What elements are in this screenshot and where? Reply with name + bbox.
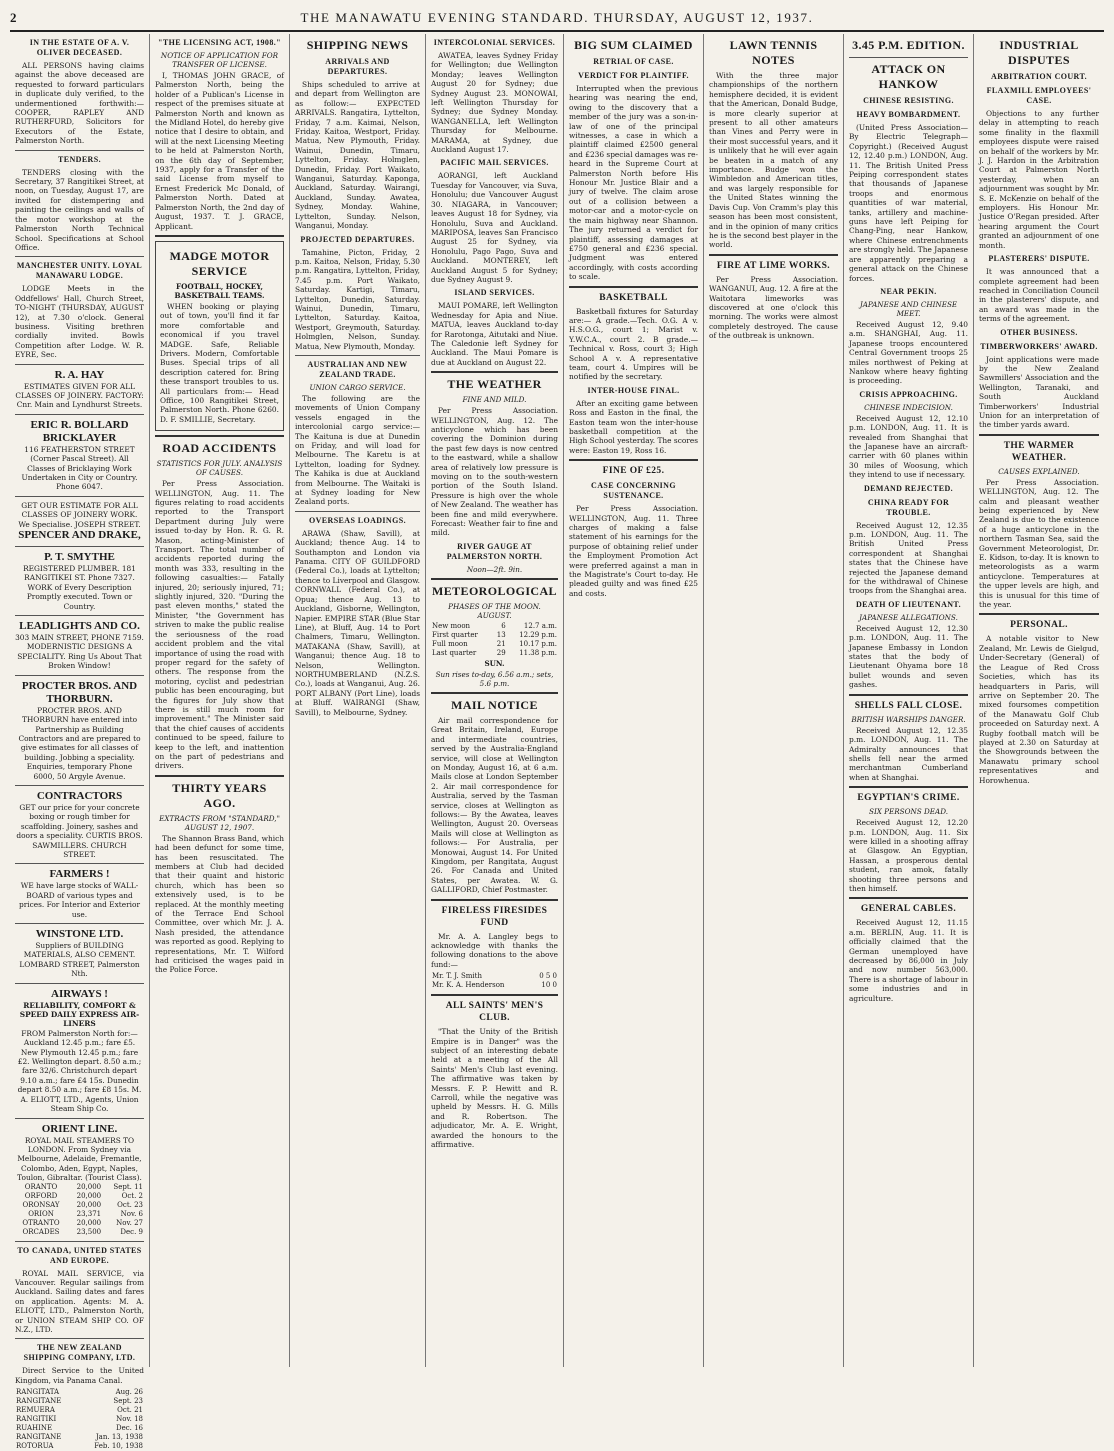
weather-heading: THE WEATHER — [447, 377, 542, 392]
masthead — [10, 6, 1104, 32]
spencer-name: SPENCER AND DRAKE, — [18, 529, 141, 542]
sun-times: Sun rises to-day, 6.56 a.m.; sets, 5.6 p.m. — [435, 669, 554, 688]
table-row — [15, 1397, 144, 1406]
basketball-article: Basketball fixtures for Saturday are:— A grade.—Tech. O.G. A v. H.S.O.G., court 1; Marist v. Y.W.C.A., court 2. B grade.—Technical v. Ross, court 3; High School A v. A representative team, court 4. Umpires will be notified by the secretary. — [569, 306, 698, 382]
table-row — [431, 972, 558, 981]
egyptian-article: Received August 12, 12.20 p.m. LONDON, Aug. 11. Six were killed in a shooting affray at Glasgow. An Egyptian, Hassan, a prosperous dental student, ran amok, fatally shooting three persons and then himself. — [849, 818, 968, 893]
column-3 — [290, 34, 426, 1367]
table-row — [15, 1406, 144, 1415]
column-7 — [844, 34, 974, 1367]
procter-text: PROCTER BROS. AND THORBURN have entered into Partnership as Building Contractors and are prepared to give estimates for all classes of building. Jobbing a speciality. Enquiries, temporary Phone 6000, 50 Argyle Avenue. — [18, 705, 141, 781]
winstone-name: WINSTONE LTD. — [35, 928, 124, 940]
table-cell: Last quarter — [432, 648, 477, 657]
shells-heading: SHELLS FALL CLOSE. — [854, 700, 963, 711]
warmer-weather-sub: CAUSES EXPLAINED. — [998, 466, 1080, 476]
hankow-heading: ATTACK ON HANKOW — [871, 62, 946, 91]
table-row — [15, 1433, 144, 1442]
road-accidents-heading: ROAD ACCIDENTS — [162, 441, 277, 456]
fine-heading: FINE OF £25. — [602, 466, 665, 477]
saints-article: "That the Unity of the British Empire is in Danger" was the subject of an interesting debate held at a meeting of the All Saints' Men's Club last evening. The affirmative was taken by Messrs. F. P. Hewitt and R. Carroll, while the negative was upheld by Messrs. H. G. Mills and R. Robertson. The adjudicator, Mr. A. E. Wright, awarded the honours to the affirmative. — [431, 1027, 558, 1150]
tennis-heading: LAWN TENNIS NOTES — [729, 38, 818, 67]
table-cell: First quarter — [432, 630, 478, 639]
road-accidents-article: Per Press Association. WELLINGTON, Aug. 11. The figures relating to road accidents reported to the Transport Department during July were issued to-day by Hon. R. G. R. Mason, acting-Minister of Transport. The total number of accidents reported during the month was 333, resulting in the following casualties:— Fatally injured, 20; seriously injured, 71; slightly injured, 320. "During the past eleven months," stated the Minister, "the Government has striven to make the public realise the seriousness of the road accident problem and the vital importance of using the road with proper regard for the safety of others. The response from the motoring, cyclist and pedestrian public has been encouraging, but the figures for July show that there is still much room for improvement." The Minister said that the chief causes of accidents continued to be speed, failure to keep to the left, and inattention on the part of pedestrians and drivers. — [155, 479, 284, 771]
lieutenant-article: Received August 12, 12.30 p.m. LONDON, Aug. 11. The Japanese Embassy in London states that the body of Lieutenant Ohyama bore 18 bullet wounds and seven gashes. — [849, 623, 968, 690]
arbitration-heading: ARBITRATION COURT. — [991, 72, 1087, 81]
airways-advert — [15, 988, 144, 1114]
table-cell: ORFORD — [24, 1191, 58, 1200]
table-cell: RANGITANE — [16, 1397, 62, 1406]
table-cell: Nov. 6 — [120, 1209, 143, 1218]
estate-notice: ALL PERSONS having claims against the above deceased are requested to forward particulars in duplicate duly verified, to the undermentioned forthwith:— COOPER, RAPLEY AND RUTHERFURD, Solicitors for Executors of the Estate, Palmerston North. — [15, 61, 144, 146]
columns — [10, 34, 1104, 1451]
orient-name: ORIENT LINE. — [41, 1122, 118, 1135]
arrivals-list: Ships scheduled to arrive at and depart from Wellington are as follow:— EXPECTED ARRIVALS. Rangatira, Lyttelton, Friday, 7 a.m. Kaimai, Nelson, Friday. Kaitoa, Westport, Friday. Matua, New Plymouth, Friday. Wainui, Dunedin, Timaru, Lyttelton, Friday. Holmglen, Dunedin, Friday. Port Waikato, Wanganui, Saturday. Kaponga, Auckland, Saturday. Wairangi, Auckland, Sunday. Awatea, Sydney, Monday. Wahine, Lyttelton, Sunday. Nelson, Wanganui, Monday. — [295, 80, 420, 231]
table-cell: Jan. 13, 1938 — [95, 1433, 143, 1442]
peking-sub: JAPANESE AND CHINESE MEET. — [859, 299, 958, 318]
firesides-heading: FIRELESS FIRESIDES FUND — [441, 905, 548, 928]
table-cell: Oct. 21 — [117, 1406, 143, 1415]
table-cell: 12.7 a.m. — [523, 621, 557, 630]
lieutenant-sub: JAPANESE ALLEGATIONS. — [859, 612, 958, 622]
page-number: 2 — [10, 10, 19, 25]
firesides-article: Mr. A. A. Langley begs to acknowledge with thanks the following donations to the above fund:— — [431, 931, 558, 969]
big-sum-article: Interrupted when the previous hearing was nearing the end, owing to the discovery that a member of the jury was a son-in-law of one of the principal witnesses, a case in which a plaintiff claimed £2500 general and £236 special damages was re-heard in the Supreme Court at Palmerston North before His Honour Mr. Justice Blair and a jury of twelve. The claim arose out of a collision between a motor-car and a motor-cycle on the main highway near Shannon. The jury returned a verdict for plaintiff, assessing damages at £750 general and £236 special. Judgment was entered accordingly, with costs according to scale. — [569, 84, 699, 282]
shells-sub: BRITISH WARSHIPS DANGER. — [851, 714, 966, 724]
contractors-advert — [15, 790, 144, 859]
airways-name: AIRWAYS ! — [51, 987, 108, 1000]
departures-list: Tamahine, Picton, Friday, 2 p.m. Kaitoa, Nelson, Friday, 5.30 p.m. Rangatira, Lyttelton, Friday, 7.45 p.m. Port Waikato, Saturday. Kartigi, Timaru, Lyttelton, Dunedin, Saturday. Wainui, Dunedin, Timaru, Lyttelton, Saturday. Kaitoa, Westport, Greymouth, Saturday. Holmglen, Nelson, Sunday. Matua, New Plymouth, Monday. — [295, 247, 421, 351]
table-cell: 20,000 — [76, 1200, 102, 1209]
lieutenant-heading: DEATH OF LIEUTENANT. — [856, 599, 961, 609]
flaxmill-heading: FLAXMILL EMPLOYEES' CASE. — [986, 86, 1092, 105]
licensing-notice: I, THOMAS JOHN GRACE, of Palmerston North, being the holder of a Publican's License in respect of the premises situate at Palmerston North and known as the Midland Hotel, do hereby give notice that I desire to obtain, and will at the next Licensing Meeting to be held at Palmerston North, on the 6th day of September, 1937, apply for a Transfer of the said License from myself to Ernest Frederick Mc Donald, of Palmerston North. Dated at Palmerston North, the 2nd day of August, 1937. T. J. GRACE, Applicant. — [155, 71, 284, 231]
crisis-heading: CRISIS APPROACHING. — [859, 389, 958, 399]
hay-text: ESTIMATES GIVEN FOR ALL CLASSES OF JOINERY. FACTORY: Cnr. Main and Lyndhurst Streets. — [15, 381, 144, 410]
timber-article: Joint applications were made by the New Zealand Sawmillers' Association and the Wellington, Taranaki, and South Auckland Timberworkers' Industrial Union for an interpretation of the timber yards award. — [979, 354, 1099, 430]
table-row — [15, 1442, 144, 1451]
farmers-text: WE have large stocks of WALL-BOARD of various types and prices. For Interior and Exterior use. — [19, 881, 140, 919]
procter-name: PROCTER BROS. AND THORBURN. — [21, 679, 138, 705]
road-accidents-sub: STATISTICS FOR JULY. ANALYSIS OF CAUSES. — [156, 459, 283, 478]
chinese-resisting-heading: CHINESE RESISTING. — [863, 96, 954, 105]
tennis-article: With the three major championships of the northern hemisphere decided, it is evident that the American, Donald Budge, is more clearly superior at present to all other amateurs than Vines and Perry were in their most successful years, and it is unlikely that he will ever again be beaten in a match of any importance. Budge won the Wimbledon and American titles, and was largely responsible for the United States winning the Davis Cup. Von Cramm's play this season has been most consistent, and in the opinion of many critics he is the second best player in the world. — [709, 71, 838, 250]
table-cell: Mr. T. J. Smith — [432, 972, 482, 981]
interhouse-article: After an exciting game between Ross and Easton in the final, the Easton team won the inter-house basketball competition at the High School yesterday. The scores were: Easton 19, Ross 16. — [569, 398, 698, 455]
thirty-years-sub: EXTRACTS FROM "STANDARD," AUGUST 12, 1907. — [159, 813, 280, 832]
plasterers-article: It was announced that a complete agreement had been reached in Conciliation Council in the plasterers' dispute, and an award was made in the terms of the agreement. — [979, 267, 1099, 324]
arrivals-heading: ARRIVALS AND DEPARTURES. — [325, 57, 390, 76]
procter-advert — [15, 680, 144, 781]
table-cell: 29 — [496, 648, 506, 657]
other-business-heading: OTHER BUSINESS. — [1000, 327, 1078, 337]
orient-text: ROYAL MAIL STEAMERS TO LONDON. From Sydney via Melbourne, Adelaide, Fremantle, Colombo, Aden, Egypt, Naples, Toulon, Gibraltar. (Tourist Class). — [17, 1135, 142, 1183]
nzship-notice: Direct Service to the United Kingdom, via Panama Canal. — [15, 1366, 144, 1385]
river-gauge-reading: Noon—2ft. 9in. — [466, 564, 523, 574]
table-cell: 23,500 — [76, 1227, 102, 1236]
masthead-title: THE MANAWATU EVENING STANDARD. THURSDAY, AUGUST 12, 1937. — [300, 10, 814, 25]
orient-advert — [15, 1123, 144, 1237]
egyptian-sub: SIX PERSONS DEAD. — [869, 807, 948, 817]
table-row — [15, 1415, 144, 1424]
table-cell: 23,371 — [76, 1209, 102, 1218]
winstone-text: Suppliers of BUILDING MATERIALS, ALSO CEMENT. LOMBARD STREET, Palmerston Nth. — [19, 941, 140, 979]
farmers-name: FARMERS ! — [49, 868, 110, 881]
contractors-name: CONTRACTORS — [36, 789, 123, 802]
tenders-notice: TENDERS closing with the Secretary, 37 Rangitikei Street, at noon, on Tuesday, August 17, are invited for distempering and painting the ceilings and walls of the motor workshop at the Palmerston North Technical School. Specifications at School Office. — [15, 167, 144, 252]
leadlights-name: LEADLIGHTS AND CO. — [19, 620, 140, 633]
personal-heading: PERSONAL. — [1010, 620, 1068, 631]
edition-heading: 3.45 P.M. EDITION. — [852, 38, 965, 52]
thirty-years-heading: THIRTY YEARS AGO. — [172, 780, 267, 810]
table-row — [431, 649, 558, 658]
table-cell: 12.29 p.m. — [519, 630, 557, 639]
table-cell: REMUERA — [16, 1406, 55, 1415]
madge-heading: MADGE MOTOR SERVICE — [169, 248, 270, 278]
demand-heading: DEMAND REJECTED. — [863, 483, 954, 493]
crisis-article: Received August 12, 12.10 p.m. LONDON, Aug. 11. It is revealed from Shanghai that the Japanese have an aircraft-carrier with 60 planes within 30 miles of Woosung, which they intend to use if necessary. — [849, 413, 968, 480]
spencer-advert — [15, 501, 144, 542]
cables-article: Received August 12, 11.15 a.m. BERLIN, Aug. 11. It is officially claimed that the German unemployed have decreased by 86,000 in July and now number 563,000. There is a shortage of labour in some industries and in agriculture. — [849, 918, 968, 1003]
table-cell: ROTORUA — [16, 1442, 54, 1451]
canada-heading: TO CANADA, UNITED STATES AND EUROPE. — [17, 1245, 142, 1265]
table-cell: 0 5 0 — [539, 972, 557, 981]
leadlights-advert — [15, 620, 144, 671]
table-cell: 13 — [496, 630, 506, 639]
personal-article: A notable visitor to New Zealand, Mr. Lewis de Gielgud, Under-Secretary (General) of the League of Red Cross Societies, which has its headquarters in Paris, will arrive on September 20. The mixed foursomes competition of the Manawatu Golf Club proceeded on Saturday next. A Rugby football match will be played at 2.30 on Saturday at the Showgrounds between the Manawatu primary school representatives and Horowhenua. — [979, 634, 1099, 785]
plasterers-heading: PLASTERERS' DISPUTE. — [988, 254, 1090, 264]
column-5 — [564, 34, 704, 1367]
table-cell: Full moon — [432, 639, 468, 648]
table-cell: RANGITANE — [16, 1433, 62, 1442]
fine-article: Per Press Association. WELLINGTON, Aug. 11. Three charges of making a false statement of his earnings for the purpose of obtaining relief under the Employment Promotion Act were preferred against a man in the Magistrate's Court to-day. He pleaded guilty and was fined £25 and costs. — [569, 504, 698, 598]
lime-works-article: Per Press Association. WANGANUI, Aug. 12. A fire at the Waitotara limeworks was discovered at one o'clock this morning. The works were almost completely destroyed. The cause of the outbreak is unknown. — [709, 274, 838, 341]
table-row — [431, 640, 558, 649]
table-cell: Feb. 10, 1938 — [94, 1442, 143, 1451]
table-row — [431, 631, 558, 640]
intercolonial-heading: INTERCOLONIAL SERVICES. — [433, 38, 556, 47]
table-cell: 11.38 p.m. — [519, 648, 557, 657]
tenders-heading: TENDERS. — [58, 154, 101, 164]
timber-heading: TIMBERWORKERS' AWARD. — [980, 341, 1098, 351]
table-row — [15, 1228, 144, 1237]
contractors-text: GET our price for your concrete boxing or rough timber for scaffolding. Joinery, sashes and doors a speciality. CURTIS BROS. SAWMILLERS. CHURCH STREET. — [16, 802, 143, 859]
table-cell: Nov. 27 — [116, 1218, 143, 1227]
table-cell: 21 — [496, 639, 506, 648]
saints-heading: ALL SAINTS' MEN'S CLUB. — [445, 1001, 544, 1024]
hankow-article: (United Press Association—By Electric Telegraph—Copyright.) (Received August 12, 12.40 p.m.) LONDON, Aug. 11. The British United Press Peiping correspondent states that thousands of Japanese troops and enormous quantities of war material, tanks, artillery and machine-guns have left Peiping for Chang-Ping, near Hankow, where Chinese entrenchments are strongly held. The Japanese are apparently preparing a general attack on the Chinese forces. — [849, 123, 968, 283]
peking-article: Received August 12, 9.40 a.m. SHANGHAI, Aug. 11. Japanese troops encountered Central Government troops 25 miles northwest of Peking at Nankow where heavy fighting is proceeding. — [849, 319, 968, 386]
table-row — [15, 1192, 144, 1201]
canada-notice: ROYAL MAIL SERVICE, via Vancouver. Regular sailings from Auckland. Sailing dates and fares on application. Agents: M. A. ELIOTT, LTD., Palmerston North, or UNION STEAM SHIP CO. OF N.Z., LTD. — [15, 1268, 144, 1334]
column-2 — [150, 34, 290, 1367]
fine-sub: CASE CONCERNING SUSTENANCE. — [591, 481, 676, 501]
table-cell: ORONSAY — [22, 1200, 60, 1209]
moon-heading: PHASES OF THE MOON. AUGUST. — [448, 601, 541, 620]
farmers-advert — [15, 868, 144, 919]
warmer-weather-article: Per Press Association. WELLINGTON, Aug. 12. The calm and pleasant weather being experienced by New Zealand is due to the existence of a huge anticyclone in the northern Tasman Sea, said the Government Meteorologist, Dr. E. Kidson, to-day. It is known to meteorologists as a warm anticyclone. Temperatures at the upper levels are high, and this is unusual for this time of the year. — [979, 477, 1099, 610]
ready-heading: CHINA READY FOR TROUBLE. — [867, 497, 950, 517]
table-cell: RUAHINE — [16, 1424, 53, 1433]
moon-table — [431, 622, 558, 658]
lime-works-heading: FIRE AT LIME WORKS. — [716, 260, 831, 271]
crisis-sub: CHINESE INDECISION. — [864, 402, 953, 412]
pacific-heading: PACIFIC MAIL SERVICES. — [440, 158, 549, 168]
column-8 — [974, 34, 1104, 1367]
licensing-sub: NOTICE OF APPLICATION FOR TRANSFER OF LICENSE. — [160, 51, 279, 69]
column-6 — [704, 34, 844, 1367]
table-row — [431, 622, 558, 631]
australian-trade-heading: AUSTRALIAN AND NEW ZEALAND TRADE. — [307, 359, 408, 379]
smythe-name: P. T. SMYTHE — [44, 551, 115, 564]
union-cargo-sub: UNION CARGO SERVICE. — [309, 382, 406, 392]
table-cell: Sept. 11 — [113, 1182, 143, 1191]
weather-sub: FINE AND MILD. — [462, 395, 527, 405]
mail-notice-heading: MAIL NOTICE — [451, 697, 538, 712]
nzship-sailings — [15, 1388, 144, 1451]
egyptian-heading: EGYPTIAN'S CRIME. — [857, 793, 960, 804]
lodge-notice: LODGE Meets in the Oddfellows' Hall, Church Street, TO-NIGHT (THURSDAY, AUGUST 12), at 7.30 o'clock. General business. Visiting brethren cordially invited. Bowls Competition after Lodge. W. R. EYRE, Sec. — [15, 284, 144, 360]
table-cell: Nov. 18 — [116, 1415, 143, 1424]
airways-sub: RELIABILITY, COMFORT & SPEED DAILY EXPRESS AIR-LINERS — [19, 1000, 140, 1029]
cables-heading: GENERAL CABLES. — [860, 904, 957, 915]
overseas-list: ARAWA (Shaw, Savill), at Auckland; thence Aug. 14 to Southampton and London via Panama. CITY OF GUILDFORD (Federal Co.), loads at Lyttelton; thence to Liverpool and Glasgow. CORNWALL (Federal Co.), at Opua; thence Aug. 13 to Auckland, Gisborne, Wellington, Napier. EMPIRE STAR (Blue Star Line), at Bluff, Aug. 14 to Port Chalmers, Timaru, Wellington. MATAKANA (Shaw, Savill), at Wanganui; thence Aug. 18 to Nelson, Wellington. NORTHUMBERLAND (N.Z.S. Co.), loads at Wanganui, Aug. 26. PORT ALBANY (Port Line), loads at Bluff. WAIRANGI (Shaw, Savill), to Melbourne, Sydney. — [295, 528, 420, 717]
basketball-heading: BASKETBALL — [599, 292, 668, 303]
pacific-list: AORANGI, left Auckland Tuesday for Vancouver, via Suva, Honolulu; due Vancouver August 30. NIAGARA, in Vancouver; leaves August 18 for Sydney, via Honolulu, Suva and Auckland. MARIPOSA, leaves San Francisco August 25 for Sydney, via Honolulu, Pago Pago, Suva and Auckland. MONTEREY, left Auckland August 5 for Sydney; due Sydney August 9. — [431, 171, 558, 284]
mail-notice-article: Air mail correspondence for Great Britain, Ireland, Europe and intermediate countries, served by the Australia-England service, will close at Wellington on Monday, August 16, at 6 a.m. Mails close at London September 2. Air mail correspondence for Australia, served by the Tasman service, closes at Wellington as follows:— By the Awatea, leaves Wellington, August 20. Overseas Mails will close at Wellington as follows:— For Australia, per Monowai, August 14. For United Kingdom, per Rangitata, August 26. For Canada and United States, per Awatea. W. G. GALLIFORD, Chief Postmaster. — [431, 715, 558, 895]
intercolonial-list: AWATEA, leaves Sydney Friday for Wellington; due Wellington Monday; leaves Wellington August 20 for Sydney; due Sydney August 23. MONOWAI, left Wellington Thursday for Sydney; due Sydney Monday. WANGANELLA, left Wellington Thursday for Melbourne. MARAMA, at Sydney, due Auckland August 17. — [431, 51, 558, 155]
table-cell: Oct. 2 — [121, 1191, 143, 1200]
table-row — [15, 1183, 144, 1192]
table-row — [15, 1210, 144, 1219]
table-row — [15, 1388, 144, 1397]
licensing-heading: "THE LICENSING ACT, 1908." — [158, 38, 281, 47]
table-cell: 20,000 — [76, 1191, 102, 1200]
bollard-title: BRICKLAYER — [42, 431, 117, 444]
weather-article: Per Press Association. WELLINGTON, Aug. 12. The anticyclone which has been covering the Dominion during the past few days is now centred to the eastward, while a shallow area of relatively low pressure is moving on to the south-western portion of the South Island. Pressure is high over the whole of New Zealand. The weather has been fine and mild everywhere. Forecast: Weather fair to fine and mild. — [431, 406, 558, 538]
madge-sub: FOOTBALL, HOCKEY, BASKETBALL TEAMS. — [174, 281, 265, 300]
estate-heading: IN THE ESTATE OF A. V. OLIVER DECEASED. — [29, 38, 130, 57]
spencer-text: GET OUR ESTIMATE FOR ALL CLASSES OF JOINERY WORK. We Specialise. JOSEPH STREET. — [18, 500, 141, 529]
smythe-advert — [15, 551, 144, 611]
shells-article: Received August 12, 12.35 p.m. LONDON, Aug. 11. The Admiralty announces that shells fell near the armed merchantman Cumberland when at Shanghai. — [849, 725, 968, 782]
verdict-heading: VERDICT FOR PLAINTIFF. — [578, 71, 689, 80]
table-row — [15, 1201, 144, 1210]
table-cell: Dec. 16 — [115, 1424, 143, 1433]
industrial-article: Objections to any further delay in attempting to reach some finality in the flaxmill employees dispute were raised on behalf of the workers by Mr. J. J. Hardon in the Arbitration Court at Palmerston North yesterday, when an adjournment was sought by Mr. S. E. McKenzie on behalf of the employers. His Honour Mr. Justice O'Regan presided. After hearing argument the Court granted an adjournment of one month. — [979, 109, 1099, 250]
leadlights-text: 303 MAIN STREET, PHONE 7159. MODERNISTIC DESIGNS A SPECIALITY. Ring Us About That Broken Window! — [15, 633, 144, 671]
island-list: MAUI POMARE, left Wellington Wednesday for Apia and Niue. MATUA, leaves Auckland to-day for Rarotonga, Aitutaki and Niue. The Caledonie left Sydney for Auckland. The Maui Pomare is due at Auckland on August 22. — [431, 301, 558, 367]
shipping-heading: SHIPPING NEWS — [306, 38, 409, 52]
table-cell: 10 0 — [541, 981, 557, 990]
winstone-advert — [15, 928, 144, 979]
table-cell: 20,000 — [76, 1182, 102, 1191]
table-cell: ORCADES — [22, 1227, 60, 1236]
table-row — [431, 981, 558, 990]
column-1 — [10, 34, 150, 1451]
river-gauge-heading: RIVER GAUGE AT PALMERSTON NORTH. — [446, 541, 543, 561]
sun-heading: SUN. — [484, 658, 505, 668]
lodge-heading: MANCHESTER UNITY. LOYAL MANAWARU LODGE. — [16, 261, 143, 281]
table-row — [15, 1219, 144, 1228]
madge-advert — [155, 241, 284, 431]
table-cell: Sept. 23 — [113, 1397, 143, 1406]
meteorological-heading: METEOROLOGICAL — [432, 583, 557, 598]
table-cell: ORION — [28, 1209, 54, 1218]
column-4 — [426, 34, 564, 1367]
bollard-advert — [15, 419, 144, 492]
table-cell: Dec. 9 — [120, 1227, 143, 1236]
nzship-heading: THE NEW ZEALAND SHIPPING COMPANY, LTD. — [23, 1343, 136, 1363]
table-cell: New moon — [432, 621, 471, 630]
bollard-name: ERIC R. BOLLARD — [30, 418, 129, 431]
bombardment-heading: HEAVY BOMBARDMENT. — [856, 110, 961, 119]
warmer-weather-heading: THE WARMER WEATHER. — [1003, 440, 1075, 463]
table-row — [15, 1424, 144, 1433]
table-cell: Aug. 26 — [115, 1388, 143, 1397]
retrial-heading: RETRIAL OF CASE. — [593, 57, 674, 66]
overseas-heading: OVERSEAS LOADINGS. — [308, 515, 406, 525]
departures-heading: PROJECTED DEPARTURES. — [300, 234, 415, 244]
table-cell: RANGITIKI — [16, 1415, 57, 1424]
table-cell: RANGITATA — [16, 1388, 60, 1397]
table-cell: 10.17 p.m. — [519, 639, 557, 648]
table-cell: OTRANTO — [22, 1218, 60, 1227]
interhouse-heading: INTER-HOUSE FINAL. — [587, 385, 680, 395]
island-heading: ISLAND SERVICES. — [454, 288, 535, 298]
orient-sailings — [15, 1183, 144, 1237]
madge-text: WHEN booking or playing out of town, you'll find it far more comfortable and economical if you travel MADGE. Safe, Reliable Drivers. Modern, Comfortable Buses. Special trips of all description catered for. Bring these transport troubles to us. All particulars from:— Head Office, 100 Rangitikei Street, Palmerston North. Phone 6260. D. F. SMILLIE, Secretary. — [160, 301, 279, 424]
ready-article: Received August 12, 12.35 p.m. LONDON, Aug. 11. The British United Press correspondent at Shanghai states that the Chinese have rejected the Japanese demand for the withdrawal of Chinese troops from the Shanghai area. — [849, 520, 968, 596]
firesides-table — [431, 972, 558, 990]
big-sum-heading: BIG SUM CLAIMED — [574, 38, 693, 52]
australian-trade-article: The following are the movements of Union Company vessels engaged in the intercolonial cargo service:— The Kaituna is due at Dunedin on Friday, and will load for Melbourne. The Karetu is at Lyttelton, loading for Sydney. The Kahika is due at Auckland from Melbourne. The Waitaki is at Sydney loading for New Zealand ports. — [295, 393, 420, 507]
industrial-heading: INDUSTRIAL DISPUTES — [999, 38, 1079, 67]
smythe-text: REGISTERED PLUMBER. 181 RANGITIKEI ST. Phone 7327. WORK of Every Description Promptly executed. Town or Country. — [23, 564, 136, 611]
peking-heading: NEAR PEKIN. — [880, 286, 937, 296]
table-cell: Oct. 23 — [117, 1200, 143, 1209]
hay-advert — [15, 369, 144, 410]
bollard-text: 116 FEATHERSTON STREET (Corner Pascal Street). All Classes of Bricklaying Work Undertaken in City or Country. Phone 6047. — [21, 444, 138, 492]
table-cell: ORANTO — [24, 1182, 58, 1191]
table-cell: 20,000 — [76, 1218, 102, 1227]
hay-name: R. A. HAY — [54, 368, 105, 381]
table-cell: Mr. K. A. Henderson — [432, 981, 505, 990]
airways-text: FROM Palmerston North for:—Auckland 12.45 p.m.; fare £5. New Plymouth 12.45 p.m.; fare £2. Wellington depart. 8.50 a.m.; fare 32/6. Christchurch depart 9.10 a.m.; fare £4 15s. Dunedin depart 8.50 a.m.; fare £8 15s. M. A. ELIOTT, LTD., Agents, Union Steam Ship Co. — [17, 1028, 142, 1114]
table-cell: 6 — [501, 621, 506, 630]
thirty-years-article: The Shannon Brass Band, which had been defunct for some time, has been resuscitated. The members at Club had decided that their quaint and historic church, which has been so extensively used, is to be replaced. At the monthly meeting of the Terrace End School Committee, over which Mr. J. A. Nash presided, the attendance was reported as good. Replying to representations, Mr. T. Wilford had criticised the wages paid in the Police Force. — [155, 833, 284, 975]
